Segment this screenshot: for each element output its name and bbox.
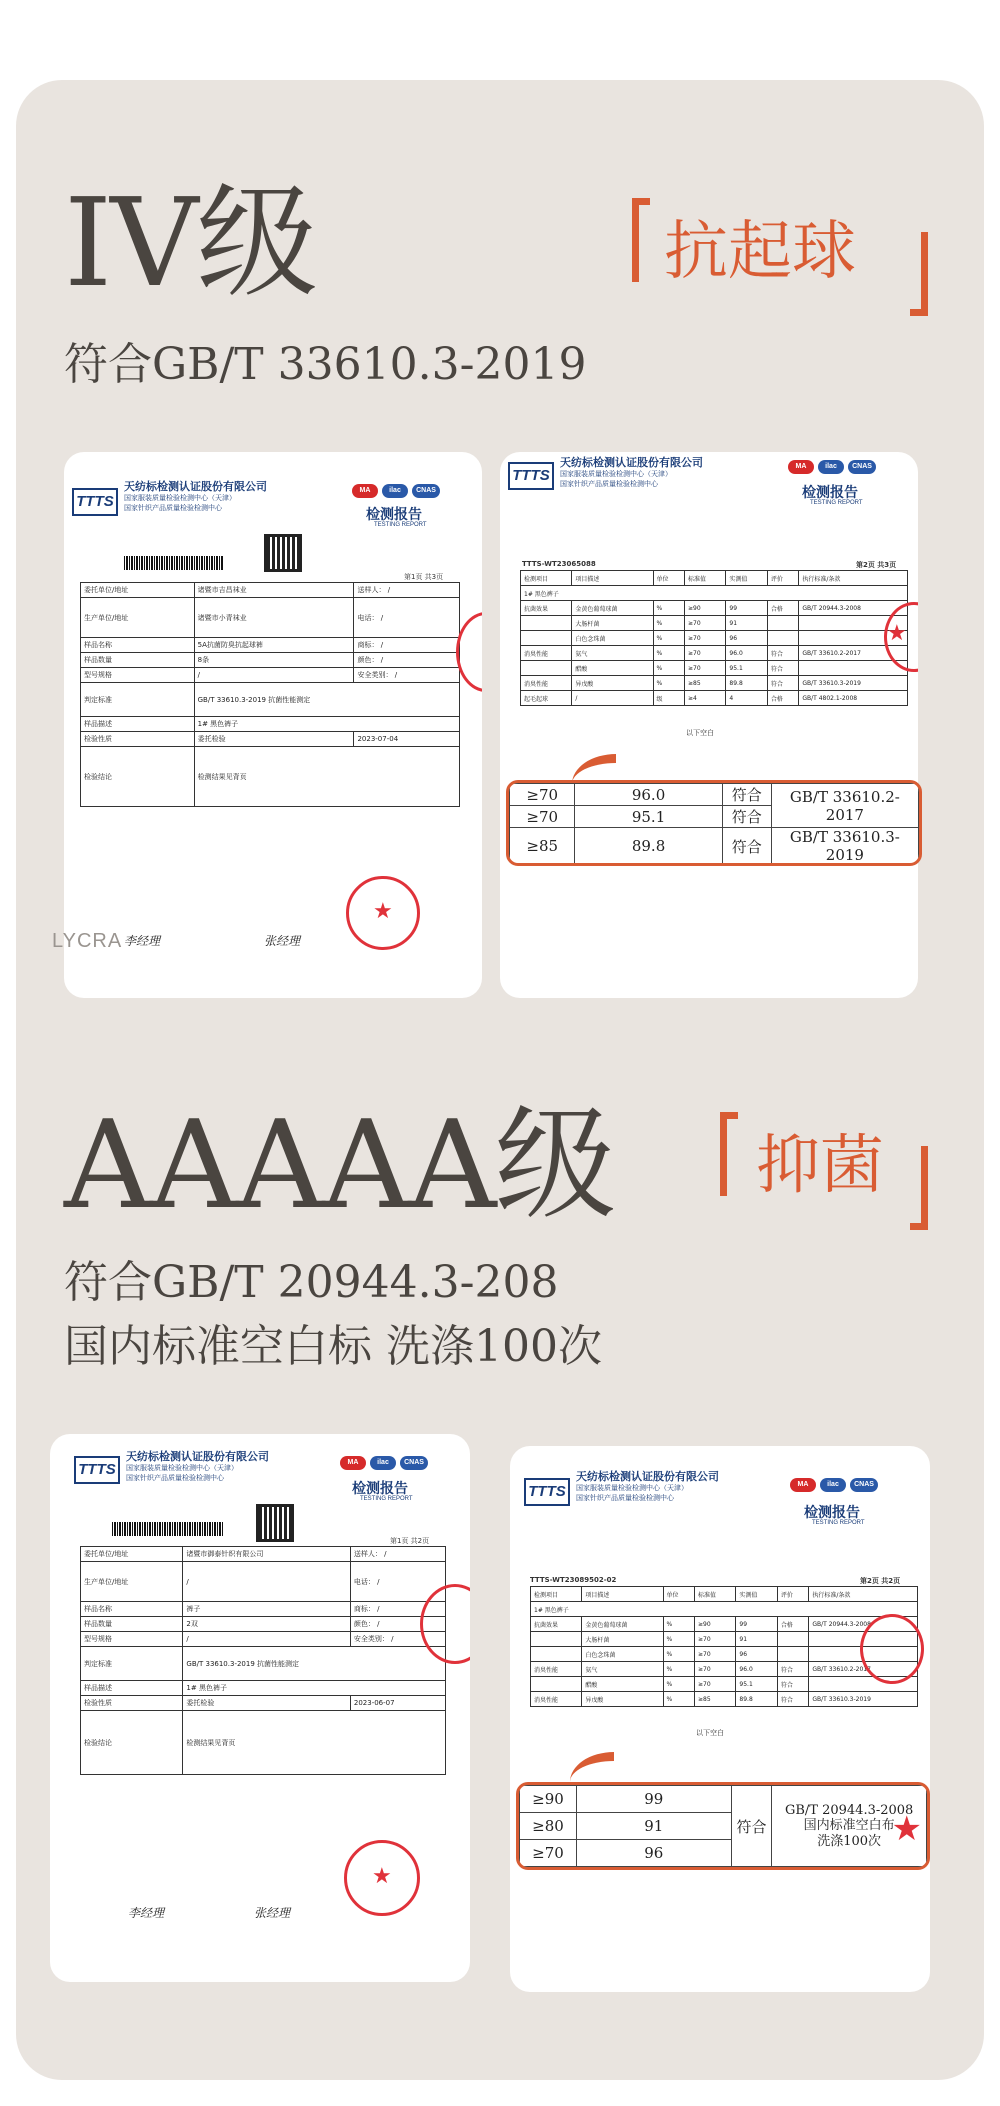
report-number: TTTS-WT23065088: [522, 560, 596, 568]
report-title-en: TESTING REPORT: [810, 500, 863, 506]
end-of-table: 以下空白: [686, 729, 714, 737]
red-stamp: [344, 1840, 420, 1916]
page-number: 第2页 共2页: [860, 1577, 901, 1585]
ma-badge: MA: [788, 460, 814, 474]
ilac-badge: ilac: [370, 1456, 396, 1470]
center-name: 国家服装质量检验检测中心（天津）: [124, 495, 236, 502]
table-row: 1# 黑色裤子: [521, 586, 908, 601]
report-title: 检测报告: [802, 484, 858, 500]
cnas-badge: CNAS: [412, 484, 440, 498]
section2-standard-line1: 符合GB/T 20944.3-208: [64, 1257, 559, 1308]
report-info-table: [80, 582, 460, 807]
table-row: 委托单位/地址 诸暨市吉昌袜业 送样人： /: [81, 583, 460, 598]
ma-badge: MA: [352, 484, 378, 498]
org-name: 天纺标检测认证股份有限公司: [576, 1471, 719, 1483]
table-row: 样品名称 裤子 商标： /: [81, 1602, 446, 1617]
table-row: 消臭性能 异戊酸 % ≥85 89.8 符合 GB/T 33610.3-2019: [521, 676, 908, 691]
table-row: 样品名称 5A抗菌防臭抗起球裤 商标： /: [81, 638, 460, 653]
table-row: 样品描述 1# 黑色裤子: [81, 1681, 446, 1696]
lycra-watermark: LYCRA: [52, 930, 123, 952]
section1-standard: 符合GB/T 33610.3-2019: [64, 339, 587, 390]
table-row: 型号规格 / 安全类别： /: [81, 668, 460, 683]
table-row: 检验结论 检测结果见背页: [81, 747, 460, 807]
zoom-callout-1: [506, 780, 922, 866]
section1-grade: IV级: [64, 172, 317, 314]
ma-badge: MA: [340, 1456, 366, 1470]
signature-2: 张经理: [264, 934, 301, 948]
ilac-badge: ilac: [820, 1478, 846, 1492]
center-name-2: 国家针织产品质量检验检测中心: [560, 481, 658, 488]
table-row: 醋酸 % ≥70 95.1 符合: [521, 661, 908, 676]
bracket-left: [632, 198, 650, 282]
center-name-2: 国家针织产品质量检验检测中心: [124, 505, 222, 512]
table-row: 样品描述 1# 黑色裤子: [81, 717, 460, 732]
qr-code: [264, 534, 302, 572]
page-number: 第1页 共3页: [404, 573, 444, 581]
signature-1: 李经理: [128, 1906, 165, 1920]
ttts-logo: TTTS: [74, 1456, 120, 1484]
table-row: 型号规格 / 安全类别： /: [81, 1632, 446, 1647]
star-icon: ★: [887, 621, 907, 646]
section2-tag: 抑菌: [756, 1129, 884, 1203]
zoom-callout-2: [516, 1782, 930, 1870]
zoom-standard: GB/T 20944.3-2008 国内标准空白布 洗涤100次 ★: [772, 1786, 927, 1867]
signature-2: 张经理: [254, 1906, 291, 1920]
report-document-2: [500, 452, 918, 998]
table-row: 检测项目 项目描述 单位 标准值 实测值 评价 执行标准/条款: [531, 1587, 918, 1602]
table-row: 委托单位/地址 诸暨市御泰针织有限公司 送样人： /: [81, 1547, 446, 1562]
ma-badge: MA: [790, 1478, 816, 1492]
table-row: 大肠杆菌 % ≥70 91: [531, 1632, 918, 1647]
table-row: 检验性质 委托检验 2023-06-07: [81, 1696, 446, 1711]
table-row: ≥70 96.0 符合 GB/T 33610.2-2017: [510, 784, 919, 806]
org-name: 天纺标检测认证股份有限公司: [126, 1451, 269, 1463]
report-title: 检测报告: [804, 1504, 860, 1520]
end-of-table: 以下空白: [696, 1729, 724, 1737]
center-name: 国家服装质量检验检测中心（天津）: [560, 471, 672, 478]
center-name-2: 国家针织产品质量检验检测中心: [576, 1495, 674, 1502]
barcode: [112, 1522, 224, 1536]
table-row: ≥70 95.1 符合: [510, 806, 919, 828]
table-row: 生产单位/地址 / 电话： /: [81, 1562, 446, 1602]
table-row: 检测项目 项目描述 单位 标准值 实测值 评价 执行标准/条款: [521, 571, 908, 586]
org-name: 天纺标检测认证股份有限公司: [560, 457, 703, 469]
table-row: 抗菌效果 金黄色葡萄球菌 % ≥90 99 合格 GB/T 20944.3-2008: [531, 1617, 918, 1632]
bracket-right: [910, 232, 928, 316]
barcode: [124, 556, 224, 570]
report-document-1: [64, 452, 482, 998]
table-row: 白色念珠菌 % ≥70 96: [531, 1647, 918, 1662]
cnas-badge: CNAS: [850, 1478, 878, 1492]
report-document-4: [510, 1446, 930, 1992]
red-stamp: [346, 876, 420, 950]
center-name: 国家服装质量检验检测中心（天津）: [576, 1485, 688, 1492]
ttts-logo: TTTS: [508, 462, 554, 490]
cnas-badge: CNAS: [848, 460, 876, 474]
signature-1: 李经理: [124, 934, 161, 948]
report-number: TTTS-WT23089502-02: [530, 1576, 617, 1584]
table-row: ≥85 89.8 符合 GB/T 33610.3-2019: [510, 828, 919, 865]
table-row: 判定标准 GB/T 33610.3-2019 抗菌性能测定: [81, 1647, 446, 1681]
report-title-en: TESTING REPORT: [360, 1496, 413, 1502]
callout-tail: [570, 1752, 614, 1782]
star-icon: ★: [891, 1809, 922, 1849]
table-row: 消臭性能 氨气 % ≥70 96.0 符合 GB/T 33610.2-2017: [521, 646, 908, 661]
table-row: 样品数量 2双 颜色： /: [81, 1617, 446, 1632]
star-icon: ★: [372, 1864, 392, 1889]
table-row: 消臭性能 异戊酸 % ≥85 89.8 符合 GB/T 33610.3-2019: [531, 1692, 918, 1707]
ttts-logo: TTTS: [524, 1478, 570, 1506]
table-row: ≥80 91: [520, 1813, 927, 1840]
report-title: 检测报告: [366, 506, 422, 522]
report-title-en: TESTING REPORT: [812, 1520, 865, 1526]
table-row: 生产单位/地址 诸暨市小青袜业 电话： /: [81, 598, 460, 638]
report-info-table: [80, 1546, 446, 1775]
table-row: ≥70 96: [520, 1840, 927, 1867]
bracket-right: [910, 1146, 928, 1230]
table-row: ≥90 99 符合 GB/T 20944.3-2008 国内标准空白布 洗涤100次 ★: [520, 1786, 927, 1813]
table-row: 起毛起球 / 级 ≥4 4 合格 GB/T 4802.1-2008: [521, 691, 908, 706]
org-name: 天纺标检测认证股份有限公司: [124, 481, 267, 493]
table-row: 醋酸 % ≥70 95.1 符合: [531, 1677, 918, 1692]
center-name-2: 国家针织产品质量检验检测中心: [126, 1475, 224, 1482]
table-row: 抗菌效果 金黄色葡萄球菌 % ≥90 99 合格 GB/T 20944.3-2008: [521, 601, 908, 616]
table-row: 消臭性能 氨气 % ≥70 96.0 符合 GB/T 33610.2-2017: [531, 1662, 918, 1677]
report-title-en: TESTING REPORT: [374, 522, 427, 528]
red-stamp: [860, 1614, 924, 1684]
table-row: 样品数量 8条 颜色： /: [81, 653, 460, 668]
report-title: 检测报告: [352, 1480, 408, 1496]
table-row: 判定标准 GB/T 33610.3-2019 抗菌性能测定: [81, 683, 460, 717]
report-document-3: [50, 1434, 470, 1982]
ilac-badge: ilac: [382, 484, 408, 498]
cnas-badge: CNAS: [400, 1456, 428, 1470]
page-number: 第1页 共2页: [390, 1537, 430, 1545]
results-table: [520, 570, 908, 706]
ilac-badge: ilac: [818, 460, 844, 474]
qr-code: [256, 1504, 294, 1542]
table-row: 大肠杆菌 % ≥70 91: [521, 616, 908, 631]
section2-grade: AAAAA级: [64, 1094, 615, 1236]
table-row: 检验性质 委托检验 2023-07-04: [81, 732, 460, 747]
page-number: 第2页 共3页: [856, 561, 897, 569]
section2-standard-line2: 国内标准空白标 洗涤100次: [64, 1321, 602, 1372]
star-icon: ★: [373, 899, 393, 924]
bracket-left: [720, 1112, 738, 1196]
table-row: 1# 黑色裤子: [531, 1602, 918, 1617]
section1-tag: 抗起球: [664, 215, 856, 289]
center-name: 国家服装质量检验检测中心（天津）: [126, 1465, 238, 1472]
ttts-logo: TTTS: [72, 488, 118, 516]
table-row: 检验结论 检测结果见背页: [81, 1711, 446, 1775]
table-row: 白色念珠菌 % ≥70 96: [521, 631, 908, 646]
